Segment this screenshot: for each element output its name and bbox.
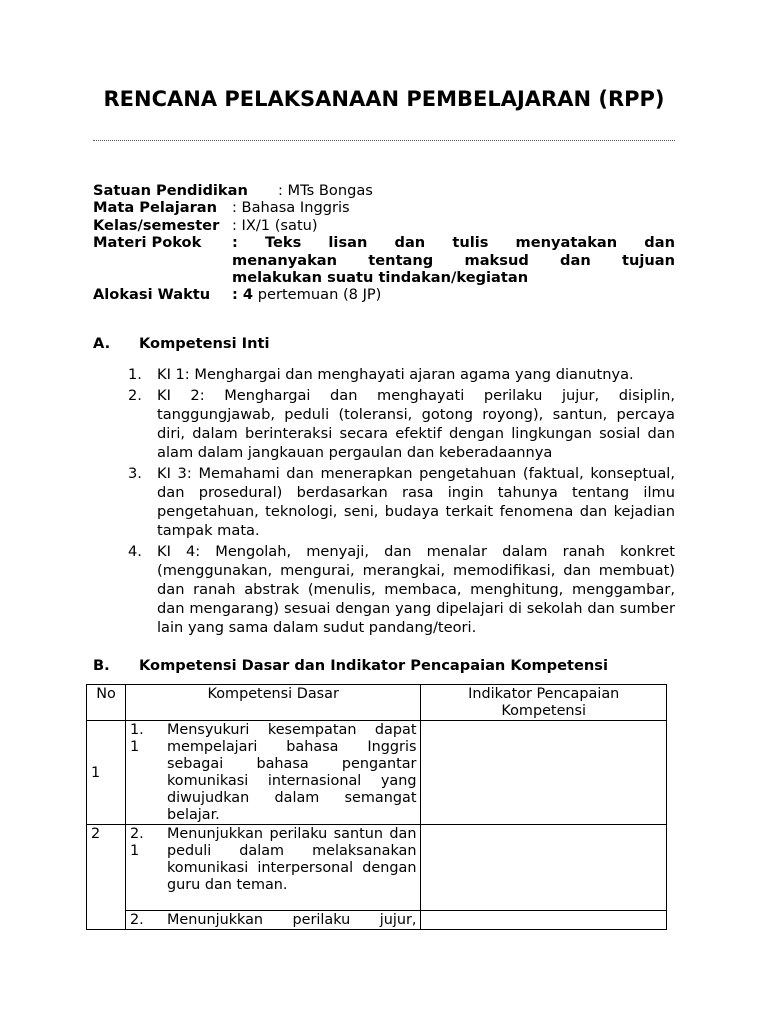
row-kd-number: 1. 1 xyxy=(129,722,144,755)
materi-value-line1: : Teks lisan dan tulis menyatakan dan xyxy=(232,234,675,252)
identity-block xyxy=(93,182,675,304)
title-divider xyxy=(93,140,675,141)
list-item-text: KI 2: Menghargai dan menghayati perilaku jujur, disiplin, tanggungjawab, peduli (toleransi, gotong royong), santun, percaya diri, dalam berinteraksi secara efektif dengan lingkungan sosial dan alam dalam jangkauan pergaulan dan keberadaannya xyxy=(157,387,675,461)
satuan-label: Satuan Pendidikan xyxy=(93,182,248,199)
meta-row-satuan xyxy=(93,182,675,199)
table-row xyxy=(87,721,667,825)
list-item-text: KI 4: Mengolah, menyaji, dan menalar dalam ranah konkret (menggunakan, mengurai, merangkai, memodifikasi, dan membuat) dan ranah abstrak (menulis, membaca, menghitung, menggambar, dan mengarang) sesuai dengan yang dipelajari di sekolah dan sumber lain yang sama dalam sudut pandang/teori. xyxy=(157,543,675,636)
section-b-letter: B. xyxy=(93,657,110,674)
row-indikator xyxy=(421,825,667,911)
row-no: 1 xyxy=(87,721,126,825)
section-a-title: Kompetensi Inti xyxy=(139,335,270,352)
list-item-text: KI 1: Menghargai dan menghayati ajaran agama yang dianutnya. xyxy=(157,366,634,383)
materi-value xyxy=(232,234,675,286)
header-indikator: Indikator Pencapaian Kompetensi xyxy=(421,685,667,721)
mapel-value: : Bahasa Inggris xyxy=(232,199,350,217)
meta-row-mapel xyxy=(93,199,675,216)
section-a-letter: A. xyxy=(93,335,111,352)
row-kd xyxy=(125,825,421,911)
row-indikator xyxy=(421,911,667,930)
list-item-text: KI 3: Memahami dan menerapkan pengetahuan (faktual, konseptual, dan prosedural) berdasarkan rasa ingin tahunya tentang ilmu pengetahuan, teknologi, seni, budaya terkait fenomena dan kejadian tampak mata. xyxy=(157,465,675,539)
row-kd-text: Menunjukkan perilaku jujur, xyxy=(166,912,417,928)
alokasi-value xyxy=(232,286,381,303)
list-item xyxy=(128,365,675,384)
row-kd-text: Menunjukkan perilaku santun dan peduli dalam melaksanakan komunikasi interpersonal dengan guru dan teman. xyxy=(166,826,417,893)
header-no: No xyxy=(87,685,126,721)
kelas-label: Kelas/semester xyxy=(93,216,220,234)
meta-row-kelas xyxy=(93,217,675,234)
materi-value-line3: melakukan suatu tindakan/kegiatan xyxy=(232,269,529,287)
row-kd-number: 2. 1 xyxy=(129,826,144,859)
table-row xyxy=(87,825,667,911)
section-b-heading xyxy=(93,657,608,675)
row-kd xyxy=(125,911,421,930)
list-item xyxy=(128,464,675,540)
alokasi-value-number: : 4 xyxy=(232,286,254,304)
kompetensi-inti-list xyxy=(128,365,675,639)
meta-row-materi xyxy=(93,234,675,286)
list-item-number: 4. xyxy=(128,543,142,560)
page-title: RENCANA PELAKSANAAN PEMBELAJARAN (RPP) xyxy=(103,87,665,111)
alokasi-value-unit: pertemuan (8 JP) xyxy=(253,286,382,304)
row-kd xyxy=(125,721,421,825)
list-item xyxy=(128,542,675,637)
list-item-number: 2. xyxy=(128,387,142,404)
header-kompetensi-dasar: Kompetensi Dasar xyxy=(125,685,421,721)
materi-value-line2: menanyakan tentang maksud dan tujuan xyxy=(232,251,675,269)
section-b-title: Kompetensi Dasar dan Indikator Pencapaian Kompetensi xyxy=(139,657,608,674)
row-kd-number: 2. xyxy=(129,912,144,928)
list-item-number: 1. xyxy=(128,366,142,383)
table-row xyxy=(87,911,667,930)
row-kd-text: Mensyukuri kesempatan dapat mempelajari bahasa Inggris sebagai bahasa pengantar komunikasi internasional yang diwujudkan dalam semangat belajar. xyxy=(166,722,417,823)
kompetensi-dasar-table xyxy=(86,684,667,930)
section-a-heading xyxy=(93,335,269,353)
list-item-number: 3. xyxy=(128,465,142,482)
materi-label: Materi Pokok xyxy=(93,234,202,252)
row-no: 2 xyxy=(87,825,126,930)
meta-row-alokasi xyxy=(93,286,675,303)
row-indikator xyxy=(421,721,667,825)
table-header-row xyxy=(87,685,667,721)
mapel-label: Mata Pelajaran xyxy=(93,199,218,217)
kelas-value: : IX/1 (satu) xyxy=(232,216,318,234)
list-item xyxy=(128,386,675,462)
alokasi-label: Alokasi Waktu xyxy=(93,286,211,304)
satuan-value: : MTs Bongas xyxy=(278,182,373,199)
